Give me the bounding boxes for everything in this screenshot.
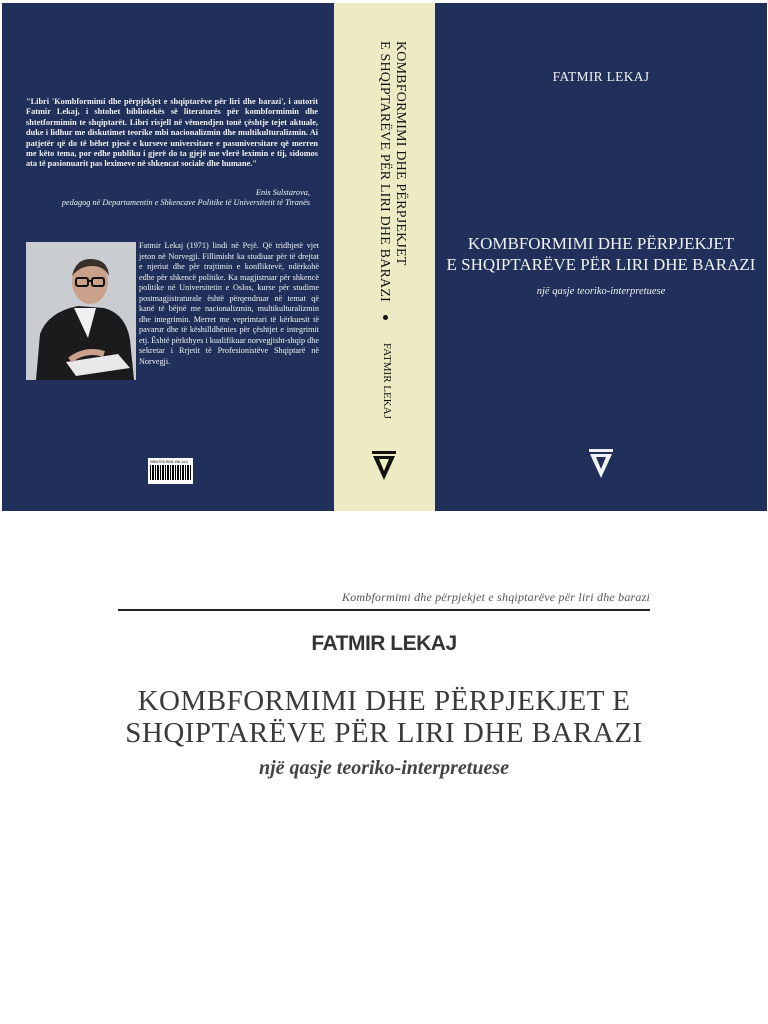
title-page-title	[0, 685, 768, 749]
publisher-logo-icon	[372, 451, 396, 481]
quote-author-name: Enis Sulstarova,	[255, 188, 310, 197]
author-portrait-image	[26, 242, 136, 380]
title-page-author: FATMIR LEKAJ	[311, 632, 457, 655]
spine-title-line-2: E SHQIPTARËVE PËR LIRI DHE BARAZI	[377, 41, 392, 302]
title-page-title-line-2: SHQIPTARËVE PËR LIRI DHE BARAZI	[125, 717, 643, 749]
book-spine	[334, 3, 435, 511]
front-cover-author: FATMIR LEKAJ	[552, 69, 650, 84]
spine-bullet	[383, 315, 388, 320]
header-rule	[118, 609, 650, 611]
back-cover-quote: "Libri 'Kombformimi dhe përpjekjet e shqiptarëve për liri dhe barazi', i autorit Fatmir Lekaj, i shtohet bibliotekës së literaturës për kombformimin dhe shtetformimin te shqiptarët. Libri risjell në vëmendjen tonë çështje tejet aktuale, duke i lidhur me diskutimet teorike mbi nacionalizmin dhe multikulturalizmin. Ai patjetër që do të bëhet pjesë e kurseve universitare e pasuniversitare që merren me këto tema, por edhe publiku i gjerë do ta gjejë me vlerë leximin e tij, sidomos ata të pasionuarit pas leximeve në shkencat sociale dhe humane."	[26, 97, 318, 169]
title-page	[0, 512, 768, 1024]
back-cover	[2, 3, 334, 511]
front-title-line-2: E SHQIPTARËVE PËR LIRI DHE BARAZI	[446, 255, 756, 274]
running-header: Kombformimi dhe përpjekjet e shqiptarëve për liri dhe barazi	[342, 590, 650, 604]
author-photo	[26, 242, 136, 380]
quote-author-role: pedagog në Departamentin e Shkencave Politike të Universitetit të Tiranës	[61, 198, 310, 208]
spine-title-line-1: KOMBFORMIMI DHE PËRPJEKJET	[393, 41, 408, 266]
barcode-bars	[150, 465, 191, 480]
title-page-title-line-1: KOMBFORMIMI DHE PËRPJEKJET E	[137, 685, 631, 717]
front-cover-title	[435, 233, 767, 275]
title-page-subtitle: një qasje teoriko-interpretuese	[259, 757, 509, 779]
spine-author: FATMIR LEKAJ	[381, 343, 393, 419]
front-cover	[435, 3, 767, 511]
author-bio: Fatmir Lekaj (1971) lindi në Pejë. Që tridhjetë vjet jeton në Norvegji. Fillimisht ka studiuar për të drejtat e njeriut dhe për trajtimin e konfliktevë, ndërkohë edhe për shkencë politike. Ka magjistruar për shkencë politike në Universitetin e Oslos, kurse për studime postmagjistraturale është përqendruar në temat që kanë të bëjnë me nacionalizmin, multikulturalizmin dhe integrimin. Merret me veprimtari të kërkuesit të pavarur dhe të këshilldhënies për çështjet e integrimit etj. Është përkthyes i kualifikuar norvegjisht-shqip dhe sekretar i Rrjetit të Profesionistëve Shqiptarë në Norvegji.	[139, 241, 319, 366]
isbn-barcode	[148, 458, 193, 484]
front-title-line-1: KOMBFORMIMI DHE PËRPJEKJET	[467, 234, 735, 253]
quote-attribution	[10, 188, 310, 209]
barcode-text: ISBN 978-9928-196-14-0	[150, 460, 188, 464]
publisher-logo-icon	[589, 449, 613, 479]
front-cover-subtitle: një qasje teoriko-interpretuese	[536, 286, 666, 297]
